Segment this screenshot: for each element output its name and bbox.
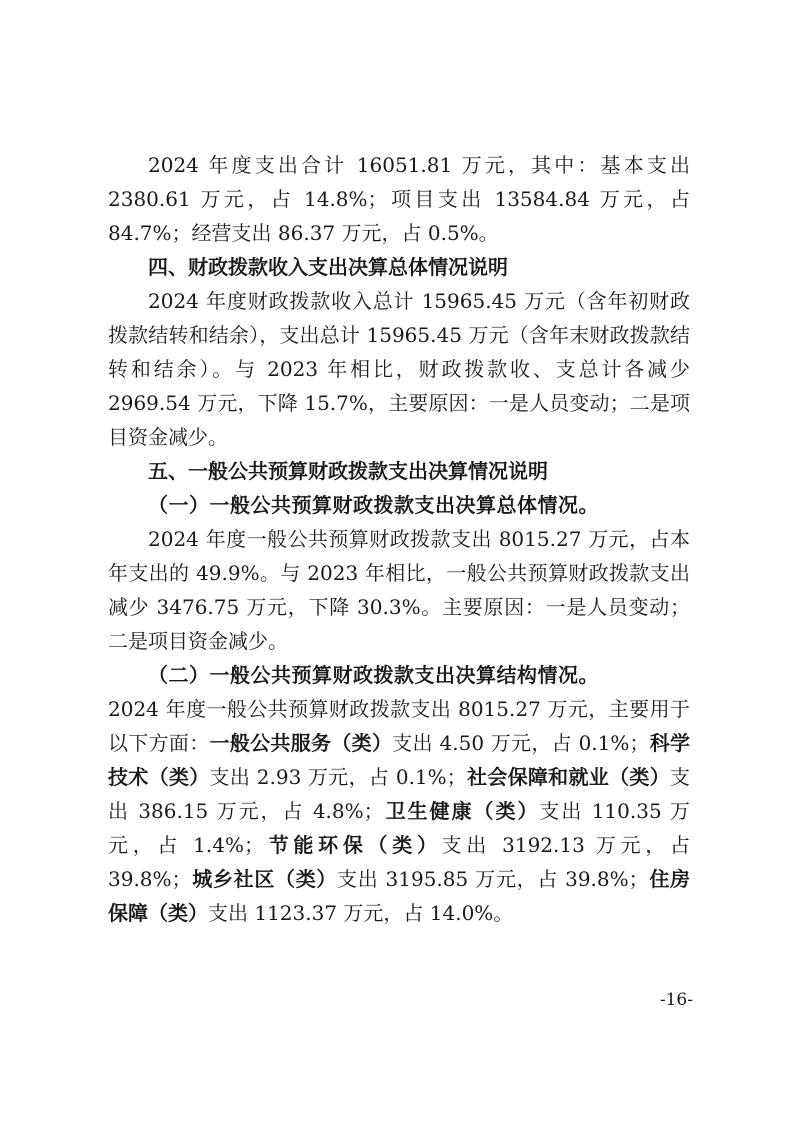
category-general-public-services: 一般公共服务（类） [209,731,393,755]
paragraph-general-budget-overall: 2024 年度一般公共预算财政拨款支出 8015.27 万元，占本年支出的 49.9%。与 2023 年相比，一般公共预算财政拨款支出减少 3476.75 万元，下降 30.3%。主要原因：一是人员变动；二是项目资金减少。 [108,527,690,653]
paragraph-fiscal-allocation: 2024 年度财政拨款收入总计 15965.45 万元（含年初财政拨款结转和结余），支出总计 15965.45 万元（含年末财政拨款结转和结余）。与 2023 年相比，财政拨款收、支总计各减少 2969.54 万元，下降 15.7%，主要原因：一是人员变动；二是项目资金减少。 [108,289,690,449]
amount-health: 支出 110.35 万元，占 1.4%； [108,799,691,857]
category-housing: 住房保障（类） [108,867,691,925]
category-urban-rural: 城乡社区（类） [191,867,338,891]
category-health: 卫生健康（类） [383,799,540,823]
amount-science-technology: 支出 2.93 万元，占 0.1%； [209,765,467,789]
category-social-security: 社会保障和就业（类） [466,765,671,789]
page-number: -16- [659,990,693,1010]
amount-social-security: 支出 386.15 万元，占 4.8%； [108,765,691,823]
section-heading-4: 四、财政拨款收入支出决算总体情况说明 [148,255,508,279]
document-body [108,148,690,930]
section-heading-5: 五、一般公共预算财政拨款支出决算情况说明 [148,459,548,483]
subsection-heading-2: （二）一般公共预算财政拨款支出决算结构情况。 [148,663,599,687]
subsection-heading-1: （一）一般公共预算财政拨款支出决算总体情况。 [148,493,599,517]
amount-urban-rural: 支出 3195.85 万元，占 39.8%； [337,867,649,891]
category-energy-environment: 节能环保（类） [264,833,442,857]
category-science-technology: 科学技术（类） [108,731,691,789]
structure-intro: 2024 年度一般公共预算财政拨款支出 8015.27 万元，主要用于以下方面： [108,697,690,755]
paragraph-general-budget-structure [108,692,690,930]
paragraph-expenditure-summary: 2024 年度支出合计 16051.81 万元，其中：基本支出 2380.61 万元，占 14.8%；项目支出 13584.84 万元，占 84.7%；经营支出 86.37 万元，占 0.5%。 [108,153,690,245]
amount-general-public-services: 支出 4.50 万元，占 0.1%； [392,731,650,755]
amount-energy-environment: 支出 3192.13 万元，占 39.8%； [108,833,691,891]
amount-housing: 支出 1123.37 万元，占 14.0%。 [208,901,514,925]
